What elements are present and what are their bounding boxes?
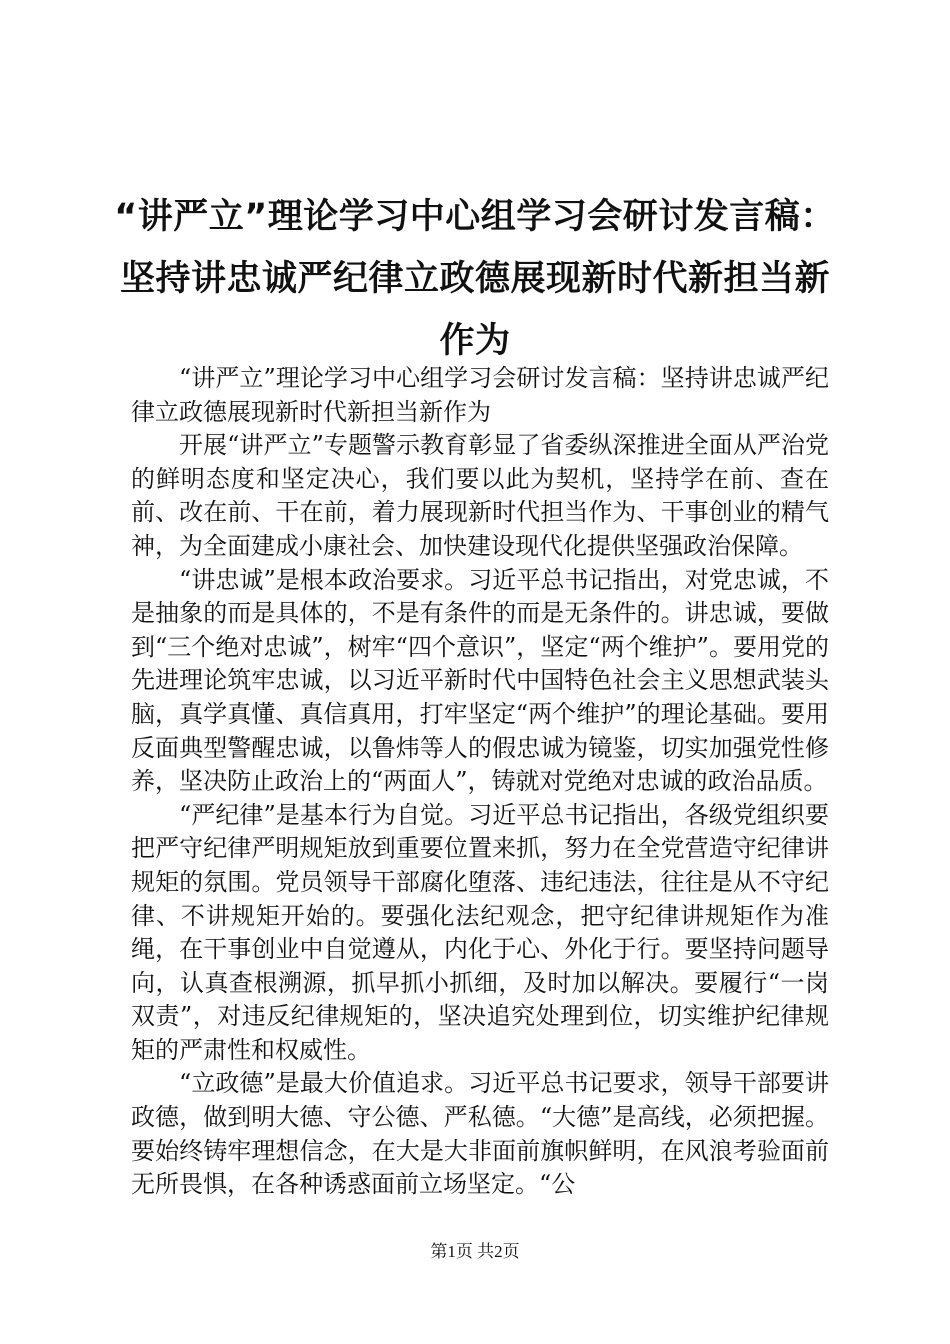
title-line: 坚持讲忠诚严纪律立政德展现新时代新担当新 <box>119 259 830 299</box>
title-line: “讲严立”理论学习中心组学习会研讨发言稿： <box>114 197 836 237</box>
paragraph-discipline: “严纪律”是基本行为自觉。习近平总书记指出，各级党组织要把严守纪律严明规矩放到重要位置来抓，努力在全党营造守纪律讲规矩的氛围。党员领导干部腐化堕落、违纪违法，往往是从不守纪律、不讲规矩开始的。要强化法纪观念，把守纪律讲规矩作为准绳，在干事创业中自觉遵从，内化于心、外化于行。要坚持问题导向，认真查根溯源，抓早抓小抓细，及时加以解决。要履行“一岗双责”，对违反纪律规矩的，坚决追究处理到位，切实维护纪律规矩的严肃性和权威性。 <box>131 800 829 1064</box>
document-title <box>110 186 840 372</box>
paragraph-subtitle: “讲严立”理论学习中心组学习会研讨发言稿：坚持讲忠诚严纪律立政德展现新时代新担当新作为 <box>131 364 829 426</box>
document-body <box>131 362 829 1202</box>
paragraph-political-virtue: “立政德”是最大价值追求。习近平总书记要求，领导干部要讲政德，做到明大德、守公德、严私德。“大德”是高线，必须把握。要始终铸牢理想信念，在大是大非面前旗帜鲜明，在风浪考验面前无所畏惧，在各种诱惑面前立场坚定。“公 <box>131 1069 829 1199</box>
page-number-footer: 第1页 共2页 <box>430 1242 520 1261</box>
title-line: 作为 <box>439 321 511 361</box>
paragraph-intro: 开展“讲严立”专题警示教育彰显了省委纵深推进全面从严治党的鲜明态度和坚定决心，我们要以此为契机，坚持学在前、查在前、改在前、干在前，着力展现新时代担当作为、干事创业的精气神，为全面建成小康社会、加快建设现代化提供坚强政治保障。 <box>131 431 829 560</box>
paragraph-loyalty: “讲忠诚”是根本政治要求。习近平总书记指出，对党忠诚，不是抽象的而是具体的，不是有条件的而是无条件的。讲忠诚，要做到“三个绝对忠诚”，树牢“四个意识”，坚定“两个维护”。要用党的先进理论筑牢忠诚，以习近平新时代中国特色社会主义思想武装头脑，真学真懂、真信真用，打牢坚定“两个维护”的理论基础。要用反面典型警醒忠诚，以鲁炜等人的假忠诚为镜鉴，切实加强党性修养，坚决防止政治上的“两面人”，铸就对党绝对忠诚的政治品质。 <box>131 565 829 796</box>
